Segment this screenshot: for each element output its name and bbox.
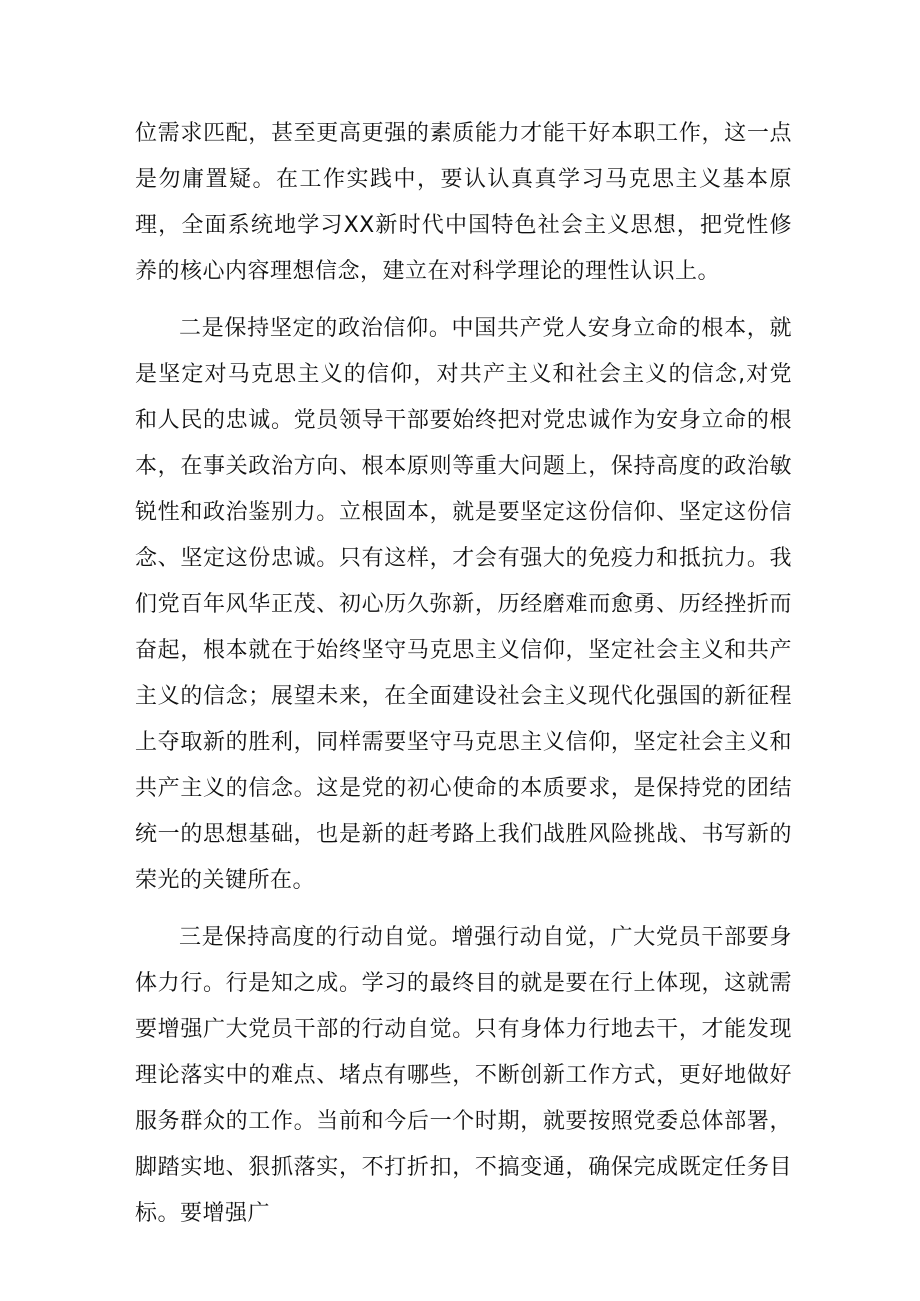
paragraph-2: 二是保持坚定的政治信仰。中国共产党人安身立命的根本，就是坚定对马克思主义的信仰，对共产主义和社会主义的信念,对党和人民的忠诚。党员领导干部要始终把对党忠诚作为安身立命的根本，在事关政治方向、根本原则等重大问题上，保持高度的政治敏锐性和政治鉴别力。立根固本，就是要坚定这份信仰、坚定这份信念、坚定这份忠诚。只有这样，才会有强大的免疫力和抵抗力。我们党百年风华正茂、初心历久弥新，历经磨难而愈勇、历经挫折而奋起，根本就在于始终坚守马克思主义信仰，坚定社会主义和共产主义的信念；展望未来，在全面建设社会主义现代化强国的新征程上夺取新的胜利，同样需要坚守马克思主义信仰，坚定社会主义和共产主义的信念。这是党的初心使命的本质要求，是保持党的团结统一的思想基础，也是新的赶考路上我们战胜风险挑战、书写新的荣光的关键所在。	[135, 316, 792, 893]
paragraph-1: 位需求匹配，甚至更高更强的素质能力才能干好本职工作，这一点是勿庸置疑。在工作实践中，要认认真真学习马克思主义基本原理，全面系统地学习XX新时代中国特色社会主义思想，把党性修养的核心内容理想信念，建立在对科学理论的理性认识上。	[135, 121, 792, 284]
paragraph-3: 三是保持高度的行动自觉。增强行动自觉，广大党员干部要身体力行。行是知之成。学习的最终目的就是要在行上体现，这就需要增强广大党员干部的行动自觉。只有身体力行地去干，才能发现理论落实中的难点、堵点有哪些，不断创新工作方式，更好地做好服务群众的工作。当前和今后一个时期，就要按照党委总体部署，脚踏实地、狠抓落实，不打折扣，不搞变通，确保完成既定任务目标。要增强广	[135, 925, 792, 1226]
